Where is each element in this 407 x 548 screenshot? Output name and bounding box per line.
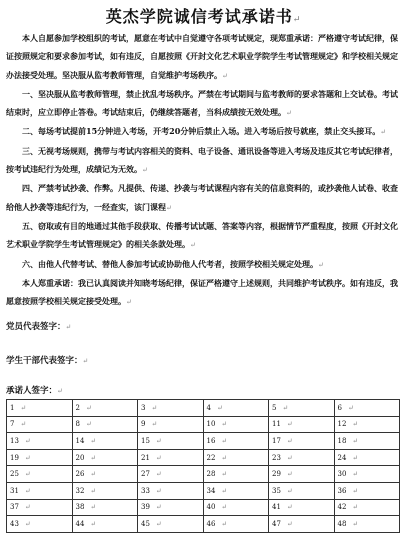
paragraph-intro: 本人自愿参加学校组织的考试，愿意在考试中自觉遵守各项考试规定，现郑重承诺：严格遵守考试纪律，保证按照规定和要求参加考试，如有违反，自愿按照《开封文化艺术职业学院学生考试管理规定》和学校相关规定办法接受处理。坚决服从监考教师管理，自觉维护考场秩序。↵ [6, 33, 398, 80]
cell-mark: ↵ [352, 470, 359, 479]
signature-cell[interactable] [138, 416, 204, 433]
cell-mark: ↵ [155, 519, 162, 528]
cell-mark: ↵ [24, 470, 31, 479]
cell-number: 46 [206, 519, 216, 528]
signature-cell[interactable] [7, 466, 73, 483]
title-text: 英杰学院诚信考试承诺书 [105, 7, 293, 26]
cell-mark: ↵ [24, 453, 31, 462]
signature-cell[interactable] [334, 400, 400, 417]
roster-row [7, 482, 400, 499]
signature-cell[interactable] [72, 516, 138, 533]
signature-cell[interactable] [138, 400, 204, 417]
cell-number: 48 [337, 519, 347, 528]
signature-cell[interactable] [334, 516, 400, 533]
signature-cell[interactable] [138, 499, 204, 516]
cell-mark: ↵ [286, 436, 293, 445]
cell-mark: ↵ [221, 519, 228, 528]
signature-cell[interactable] [72, 400, 138, 417]
signature-cell[interactable] [138, 466, 204, 483]
cell-number: 31 [10, 486, 19, 495]
paragraph-rule-2: 二、每场考试提前15分钟进入考场，开考20分钟后禁止入场。进入考场后按号就座，禁止交头接耳。↵ [22, 126, 387, 137]
cell-number: 30 [337, 470, 347, 479]
cell-number: 38 [75, 503, 85, 512]
cell-mark: ↵ [352, 519, 359, 528]
student-rep-signature-label: 学生干部代表签字：↵ [6, 356, 89, 366]
cell-number: 3 [141, 403, 146, 412]
cell-number: 2 [75, 403, 80, 412]
signature-cell[interactable] [72, 416, 138, 433]
roster-row [7, 516, 400, 533]
cell-number: 25 [10, 470, 19, 479]
cell-mark: ↵ [221, 486, 228, 495]
signature-cell[interactable] [203, 449, 269, 466]
cell-number: 32 [75, 486, 85, 495]
cell-number: 20 [75, 453, 85, 462]
cell-number: 44 [75, 519, 85, 528]
cell-number: 29 [272, 470, 281, 479]
paragraph-rule-5: 五、窃取或有目的地通过其他手段获取、传播考试试题、答案等内容，根据情节严重程度，按照《开封文化艺术职业学院学生考试管理规定》的相关条款处理。↵ [6, 220, 398, 250]
signature-cell[interactable] [203, 499, 269, 516]
signature-cell[interactable] [7, 482, 73, 499]
cell-mark: ↵ [155, 470, 162, 479]
cell-mark: ↵ [90, 436, 97, 445]
signature-cell[interactable] [138, 516, 204, 533]
signature-cell[interactable] [334, 416, 400, 433]
cell-number: 8 [75, 420, 80, 429]
cell-mark: ↵ [20, 420, 27, 429]
cell-number: 36 [337, 486, 347, 495]
cell-mark: ↵ [85, 403, 92, 412]
cell-mark: ↵ [90, 503, 97, 512]
party-rep-signature-label: 党员代表签字：↵ [6, 322, 72, 332]
signature-cell[interactable] [269, 449, 335, 466]
cell-mark: ↵ [352, 453, 359, 462]
cell-number: 5 [272, 403, 277, 412]
signature-cell[interactable] [7, 416, 73, 433]
signature-cell[interactable] [334, 466, 400, 483]
cell-mark: ↵ [24, 486, 31, 495]
signature-cell[interactable] [203, 416, 269, 433]
cell-number: 10 [206, 420, 216, 429]
signature-cell[interactable] [72, 466, 138, 483]
cell-mark: ↵ [24, 519, 31, 528]
pledge-body [6, 29, 402, 311]
cell-mark: ↵ [155, 503, 162, 512]
cell-number: 35 [272, 486, 281, 495]
signature-roster-table [6, 399, 400, 533]
roster-row [7, 499, 400, 516]
cell-number: 21 [141, 453, 150, 462]
signature-cell[interactable] [334, 482, 400, 499]
signature-cell[interactable] [203, 433, 269, 450]
signature-cell[interactable] [72, 499, 138, 516]
cell-mark: ↵ [282, 403, 289, 412]
cell-mark: ↵ [151, 403, 158, 412]
cell-mark: ↵ [221, 470, 228, 479]
cell-mark: ↵ [352, 436, 359, 445]
signature-cell[interactable] [7, 516, 73, 533]
cell-mark: ↵ [151, 420, 158, 429]
signature-cell[interactable] [138, 433, 204, 450]
cell-number: 42 [337, 503, 347, 512]
signature-cell[interactable] [269, 516, 335, 533]
roster-row [7, 400, 400, 417]
cell-mark: ↵ [90, 453, 97, 462]
cell-mark: ↵ [90, 519, 97, 528]
roster-row [7, 416, 400, 433]
roster-row [7, 466, 400, 483]
signature-cell[interactable] [138, 482, 204, 499]
cell-number: 34 [206, 486, 216, 495]
signature-cell[interactable] [203, 482, 269, 499]
cell-number: 23 [272, 453, 281, 462]
cell-number: 22 [206, 453, 216, 462]
cell-number: 18 [337, 436, 347, 445]
cell-number: 26 [75, 470, 85, 479]
signature-cell[interactable] [138, 449, 204, 466]
signature-cell[interactable] [7, 433, 73, 450]
roster-row [7, 433, 400, 450]
cell-number: 19 [10, 453, 19, 462]
signature-cell[interactable] [72, 449, 138, 466]
cell-number: 33 [141, 486, 150, 495]
cell-number: 24 [337, 453, 347, 462]
cell-mark: ↵ [216, 403, 223, 412]
signature-cell[interactable] [203, 466, 269, 483]
cell-number: 15 [141, 436, 150, 445]
signature-cell[interactable] [72, 433, 138, 450]
cell-mark: ↵ [352, 420, 359, 429]
cell-number: 13 [10, 436, 19, 445]
cell-mark: ↵ [221, 420, 228, 429]
signature-cell[interactable] [269, 400, 335, 417]
paragraph-rule-3: 三、无视考场规则，携带与考试内容相关的资料、电子设备、通讯设备等进入考场及违反其它考试纪律者，按考试违纪行为处理，成绩记为无效。↵ [6, 145, 398, 175]
signature-cell[interactable] [7, 400, 73, 417]
cell-number: 17 [272, 436, 281, 445]
cell-number: 11 [272, 420, 281, 429]
signature-cell[interactable] [334, 499, 400, 516]
cell-mark: ↵ [286, 453, 293, 462]
cell-number: 40 [206, 503, 216, 512]
cell-mark: ↵ [286, 486, 293, 495]
cell-mark: ↵ [155, 436, 162, 445]
cell-mark: ↵ [221, 503, 228, 512]
cell-mark: ↵ [347, 403, 354, 412]
paragraph-rule-4: 四、严禁考试抄袭、作弊。凡提供、传递、抄袭与考试课程内容有关的信息资料的，或抄袭他人试卷、收查给他人抄袭等违纪行为，一经查实，该门课程↵ [6, 183, 398, 212]
paragraph-mark: ↵ [292, 15, 302, 25]
cell-number: 16 [206, 436, 216, 445]
cell-mark: ↵ [24, 436, 31, 445]
signature-cell[interactable] [7, 499, 73, 516]
cell-number: 12 [337, 420, 347, 429]
cell-number: 39 [141, 503, 150, 512]
cell-number: 1 [10, 403, 15, 412]
cell-mark: ↵ [90, 470, 97, 479]
cell-number: 9 [141, 420, 146, 429]
cell-mark: ↵ [90, 486, 97, 495]
cell-number: 45 [141, 519, 150, 528]
cell-number: 6 [337, 403, 342, 412]
paragraph-commitment: 本人郑重承诺：我已认真阅读并知晓考场纪律，保证严格遵守上述规则，共同维护考试秩序。如有违反，我愿意按照学校相关规定接受处理。↵ [6, 277, 398, 307]
cell-mark: ↵ [286, 503, 293, 512]
cell-mark: ↵ [221, 436, 228, 445]
cell-number: 4 [206, 403, 211, 412]
cell-mark: ↵ [286, 420, 293, 429]
cell-number: 27 [141, 470, 150, 479]
signer-label: 承诺人签字：↵ [6, 386, 63, 396]
cell-mark: ↵ [352, 486, 359, 495]
signature-cell[interactable] [334, 433, 400, 450]
cell-mark: ↵ [155, 453, 162, 462]
signature-cell[interactable] [269, 482, 335, 499]
cell-mark: ↵ [286, 519, 293, 528]
cell-number: 28 [206, 470, 216, 479]
signature-cell[interactable] [269, 499, 335, 516]
cell-number: 37 [10, 503, 19, 512]
paragraph-rule-1: 一、坚决服从监考教师管理，禁止扰乱考场秩序。严禁在考试期间与监考教师的要求答题和上交试卷。考试结束时，应立即停止答卷。考试结束后，仍继续答题者，当科成绩按无效处理。↵ [6, 88, 398, 118]
signature-cell[interactable] [269, 416, 335, 433]
cell-number: 47 [272, 519, 281, 528]
signature-cell[interactable] [72, 482, 138, 499]
cell-number: 7 [10, 420, 15, 429]
signature-cell[interactable] [334, 449, 400, 466]
signature-cell[interactable] [269, 466, 335, 483]
cell-mark: ↵ [24, 503, 31, 512]
signature-cell[interactable] [7, 449, 73, 466]
cell-mark: ↵ [286, 470, 293, 479]
signature-cell[interactable] [203, 516, 269, 533]
paragraph-rule-6: 六、由他人代替考试、替他人参加考试或协助他人代考者，按照学校相关规定处理。↵ [22, 258, 324, 269]
signature-cell[interactable] [203, 400, 269, 417]
signature-cell[interactable] [269, 433, 335, 450]
cell-mark: ↵ [352, 503, 359, 512]
roster-row [7, 449, 400, 466]
cell-number: 41 [272, 503, 281, 512]
cell-mark: ↵ [85, 420, 92, 429]
cell-mark: ↵ [20, 403, 27, 412]
cell-mark: ↵ [155, 486, 162, 495]
cell-number: 43 [10, 519, 19, 528]
cell-number: 14 [75, 436, 85, 445]
cell-mark: ↵ [221, 453, 228, 462]
document-title [0, 4, 407, 27]
